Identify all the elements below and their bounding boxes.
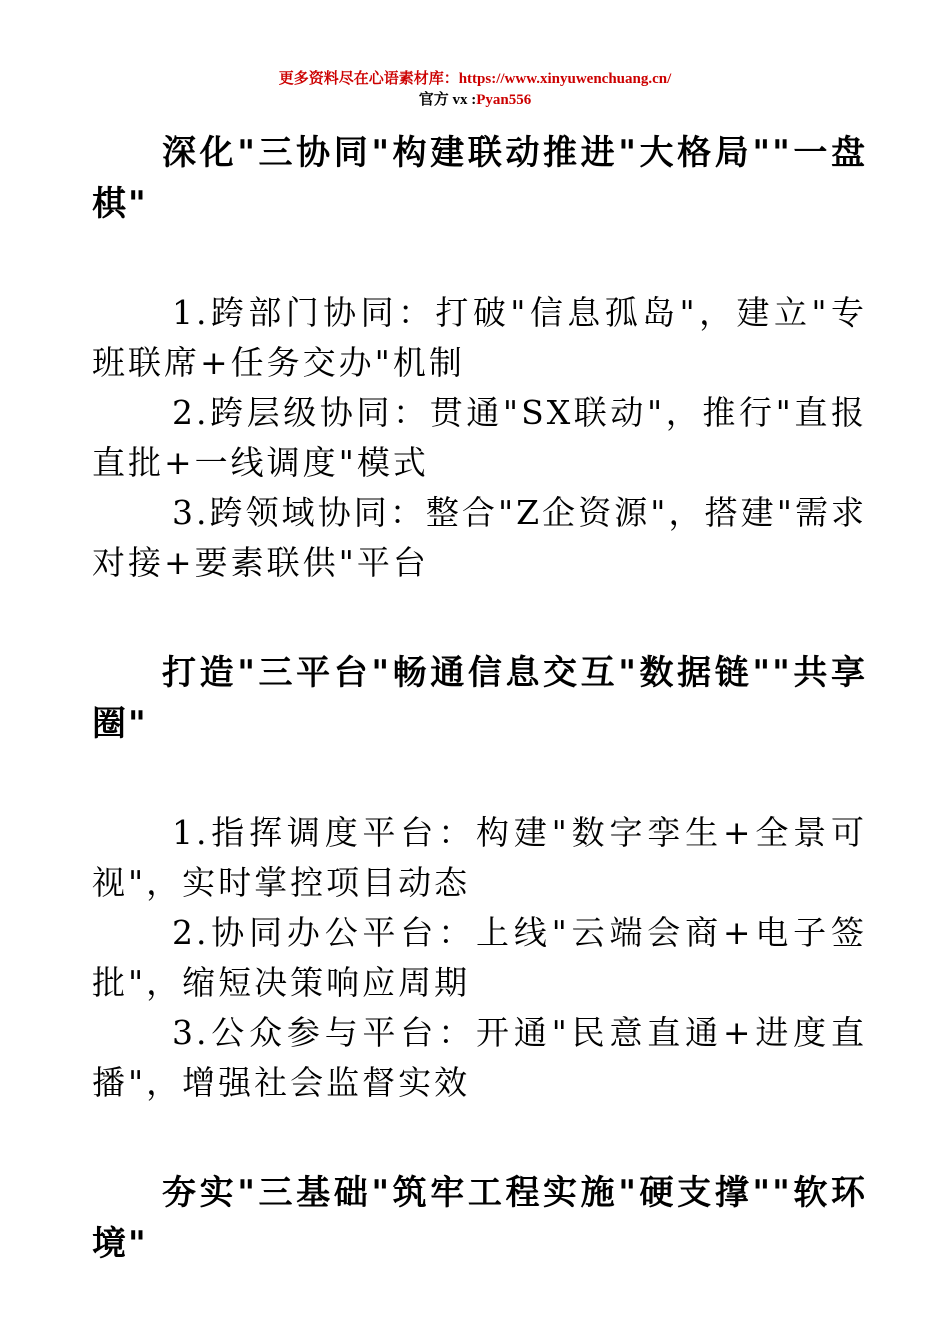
list-item: 2.协同办公平台：上线"云端会商+电子签批"，缩短决策响应周期 bbox=[92, 913, 867, 1002]
list-item: 2.跨层级协同：贯通"SX联动"，推行"直报直批+一线调度"模式 bbox=[92, 393, 867, 482]
section-heading: 深化"三协同"构建联动推进"大格局""一盘棋" bbox=[92, 133, 867, 224]
section-heading: 夯实"三基础"筑牢工程实施"硬支撑""软环境" bbox=[92, 1173, 867, 1264]
list-item: 3.公众参与平台：开通"民意直通+进度直播"，增强社会监督实效 bbox=[92, 1013, 867, 1102]
contact-id: Pyan556 bbox=[476, 92, 532, 108]
contact-prefix: 官方 vx : bbox=[418, 92, 477, 108]
list-item: 1.跨部门协同：打破"信息孤岛"，建立"专班联席+任务交办"机制 bbox=[92, 293, 867, 382]
list-item: 3.跨领域协同：整合"Z企资源"，搭建"需求对接+要素联供"平台 bbox=[92, 493, 867, 582]
header-website-line: 更多资料尽在心语素材库：https://www.xinyuwenchuang.cn/ bbox=[278, 71, 672, 87]
section-2 bbox=[92, 648, 867, 1108]
section-heading: 打造"三平台"畅通信息交互"数据链""共享圈" bbox=[92, 653, 867, 744]
document-body bbox=[92, 128, 867, 1270]
header-contact-line bbox=[0, 91, 950, 109]
section-3 bbox=[92, 1168, 867, 1270]
list-item: 1.指挥调度平台：构建"数字孪生+全景可视"，实时掌控项目动态 bbox=[92, 813, 867, 902]
section-1 bbox=[92, 128, 867, 588]
